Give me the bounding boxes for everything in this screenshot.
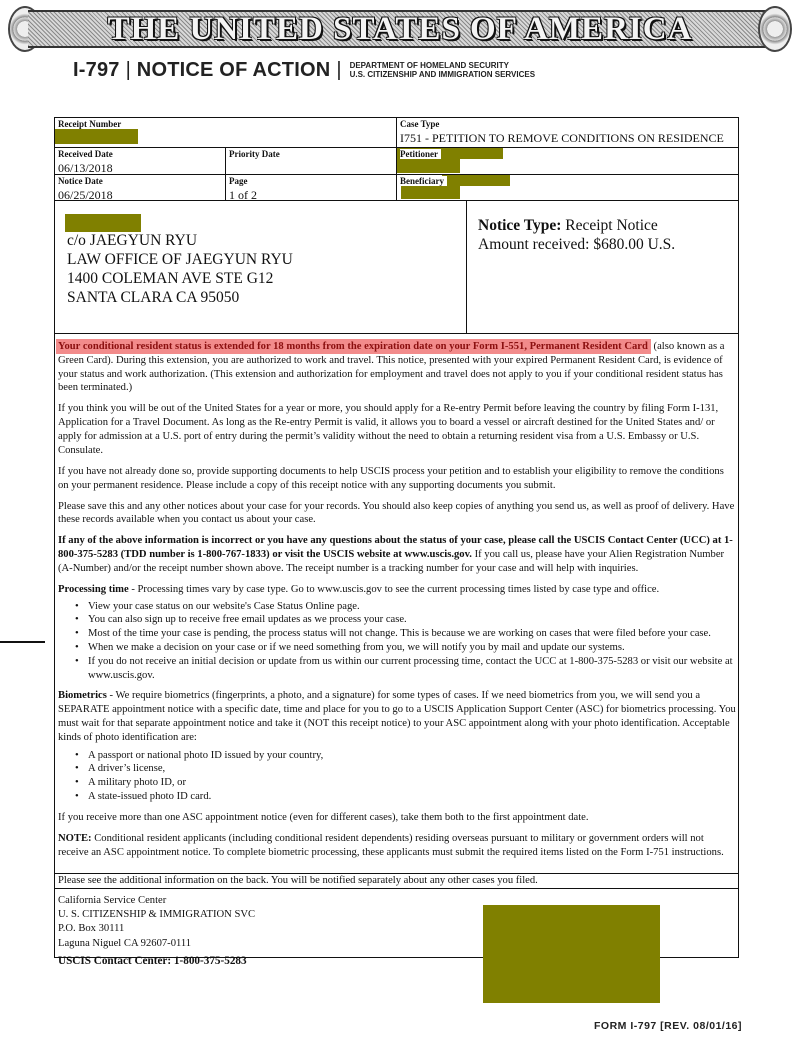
photo-id-list-item: • A driver’s license, [58, 762, 736, 776]
processing-list-item: • Most of the time your case is pending, the process status will not change. This is because we are working on cases that were filed before your case. [58, 627, 736, 641]
notice-body [58, 340, 736, 867]
notice-type-value: Receipt Notice [565, 217, 658, 234]
address-line: c/o JAEGYUN RYU [67, 232, 198, 249]
contact-paragraph [58, 534, 736, 575]
note-text: Conditional resident applicants (including conditional resident dependents) residing overseas pursuant to military or government orders will not receive an ASC appointment notice. To complete biometric processing, these applicants must submit the required items listed on the Form I-751 instructions. [58, 832, 724, 858]
processing-list-item: • When we make a decision on your case or if we need something from you, we will notify you by mail and update our systems. [58, 641, 736, 655]
note-paragraph [58, 832, 736, 860]
supporting-documents-paragraph: If you have not already done so, provide supporting documents to help USCIS process your petition and to establish your eligibility to remove the conditions on your permanent residence. Please include a copy of this receipt notice with any supporting documents you submit. [58, 465, 724, 491]
receipt-number-label: Receipt Number [58, 119, 122, 129]
amount-received-value: $680.00 U.S. [593, 236, 676, 253]
address-line: 1400 COLEMAN AVE STE G12 [67, 270, 274, 287]
contact-bold-text: If any of the above information is incorrect or you have any questions about the status of your case, please call the USCIS Contact Center (UCC) at 1-800-375-5283 (TDD number is 1-800-767-1833) or visit the USCIS website at www.uscis.gov. [58, 535, 733, 561]
petitioner-label-text: Petitioner [400, 149, 441, 159]
received-date-value: 06/13/2018 [58, 161, 113, 175]
status-extension-text: (also known as a Green Card). During this extension, you are authorized to work and travel. This notice, presented with your expired Permanent Resident Card, is evidence of your status and work authorization. (This extension and authorization for employment and travel does not apply to you if your conditional resident status has been terminated.) [58, 341, 725, 394]
address-line: SANTA CLARA CA 95050 [67, 289, 240, 306]
beneficiary-redaction [401, 186, 460, 199]
case-type-value: I751 - PETITION TO REMOVE CONDITIONS ON RESIDENCE [400, 131, 724, 145]
amount-received-label: Amount received: [478, 236, 590, 253]
department-block [350, 61, 536, 79]
processing-time-label: Processing time [58, 583, 129, 595]
priority-date-label: Priority Date [229, 149, 280, 159]
petitioner-label [400, 149, 441, 159]
biometrics-paragraph [58, 689, 736, 744]
beneficiary-label-text: Beneficiary [400, 176, 447, 186]
reentry-permit-paragraph: If you think you will be out of the United States for a year or more, you should apply for a Re-entry Permit before leaving the country by filing Form I-131, Application for a Travel Document. As long as the Re-entry Permit is valid, it allows you to board a vessel or aircraft destined for the United States and/ or apply for admission at a U.S. port of entry during the permit’s validity without the need to obtain a returning resident visa from a U.S. Embassy or U.S. Consulate. [58, 403, 719, 456]
processing-list-item: • You can also sign up to receive free email updates as we process your case. [58, 613, 736, 627]
additional-info-note: Please see the additional information on the back. You will be notified separately about any other cases you filed. [55, 873, 738, 889]
office-line: Laguna Niguel CA 92607-0111 [58, 937, 192, 949]
office-line: California Service Center [58, 895, 167, 906]
office-line: P.O. Box 30111 [58, 923, 125, 935]
service-center-address [58, 894, 255, 968]
highlighted-status-text: Your conditional resident status is extended for 18 months from the expiration date on your Form I-551, Permanent Resident Card [56, 339, 651, 354]
department-name: DEPARTMENT OF HOMELAND SECURITY [349, 61, 509, 70]
contact-text: If you call us, please have your Alien Registration Number (A-Number) and/or the receipt number shown above. The receipt number is a tracking number for your case and will help with inquiries. [58, 549, 725, 574]
contact-center: USCIS Contact Center: 1-800-375-5283 [58, 954, 247, 967]
notice-title: NOTICE OF ACTION [136, 58, 331, 81]
asc-appointment-paragraph: If you receive more than one ASC appointment notice (even for different cases), take them both to the first appointment date. [58, 811, 589, 823]
page-cell [226, 175, 397, 201]
photo-id-list-item: • A passport or national photo ID issued by your country, [58, 749, 736, 763]
mailing-address [67, 231, 293, 307]
banner-bar [28, 10, 772, 48]
priority-date-cell [226, 148, 397, 175]
photo-id-list [58, 749, 736, 804]
beneficiary-redaction [442, 175, 510, 186]
processing-list-item: • View your case status on our website's Case Status Online page. [58, 600, 736, 614]
banner [8, 6, 792, 52]
received-date-label: Received Date [58, 149, 113, 159]
photo-id-list-item: • A military photo ID, or [58, 776, 736, 790]
status-extension-paragraph [58, 340, 736, 395]
processing-time-paragraph [58, 583, 736, 597]
received-date-cell [55, 148, 226, 175]
beneficiary-cell [397, 175, 738, 201]
header-separator: | [125, 58, 131, 81]
petitioner-cell [397, 148, 738, 175]
banner-title: THE UNITED STATES OF AMERICA [107, 10, 693, 47]
petitioner-redaction [397, 159, 460, 173]
photo-id-list-item: • A state-issued photo ID card. [58, 790, 736, 804]
case-type-label: Case Type [400, 119, 440, 129]
receipt-number-redaction [55, 129, 138, 144]
notice-header [73, 57, 535, 83]
note-label: NOTE: [58, 832, 92, 844]
notice-date-value: 06/25/2018 [58, 188, 113, 202]
page-label: Page [229, 176, 248, 186]
biometrics-text: - We require biometrics (fingerprints, a photo, and a signature) for some types of cases. If we need biometrics from you, we will send you a SEPARATE appointment notice with a specific date, time and place for you to go to a USCIS Application Support Center (ASC) for biometrics processing. You must wait for that separate appointment notice and take it (NOT this receipt notice) to your ASC appointment along with your photo identification. Acceptable kinds of photo identification are: [58, 690, 736, 743]
form-code: I-797 [73, 58, 120, 81]
ornament-right-icon [758, 6, 792, 52]
margin-mark [0, 641, 45, 643]
receipt-number-cell [55, 118, 397, 148]
processing-list [58, 600, 736, 683]
barcode-redaction [483, 905, 660, 1003]
records-paragraph: Please save this and any other notices about your case for your records. You should also keep copies of anything you send us, as well as proof of delivery. Have these records available when you contact us about your case. [58, 500, 735, 526]
page-value: 1 of 2 [229, 188, 257, 202]
notice-date-label: Notice Date [58, 176, 103, 186]
case-type-cell [397, 118, 738, 148]
agency-name: U.S. CITIZENSHIP AND IMMIGRATION SERVICES [349, 70, 536, 79]
recipient-name-redaction [65, 214, 141, 232]
amount-received [478, 235, 675, 254]
office-line: U. S. CITIZENSHIP & IMMIGRATION SVC [58, 909, 256, 921]
address-line: LAW OFFICE OF JAEGYUN RYU [67, 251, 293, 268]
processing-time-text: - Processing times vary by case type. Go to www.uscis.gov to see the current processing times listed by case type and office. [128, 583, 660, 595]
biometrics-label: Biometrics [58, 690, 107, 702]
header-separator: | [336, 58, 342, 81]
notice-form [54, 117, 739, 967]
notice-type [478, 216, 675, 235]
processing-list-item: • If you do not receive an initial decision or update from us within our current processing time, contact the UCC at 1-800-375-5283 or visit our website at www.uscis.gov. [58, 655, 736, 683]
mailing-address-box [55, 201, 467, 334]
form-revision: FORM I-797 [REV. 08/01/16] [594, 1020, 743, 1032]
notice-type-label: Notice Type: [478, 217, 562, 234]
notice-date-cell [55, 175, 226, 201]
notice-type-box [467, 201, 738, 334]
beneficiary-label [400, 176, 447, 186]
